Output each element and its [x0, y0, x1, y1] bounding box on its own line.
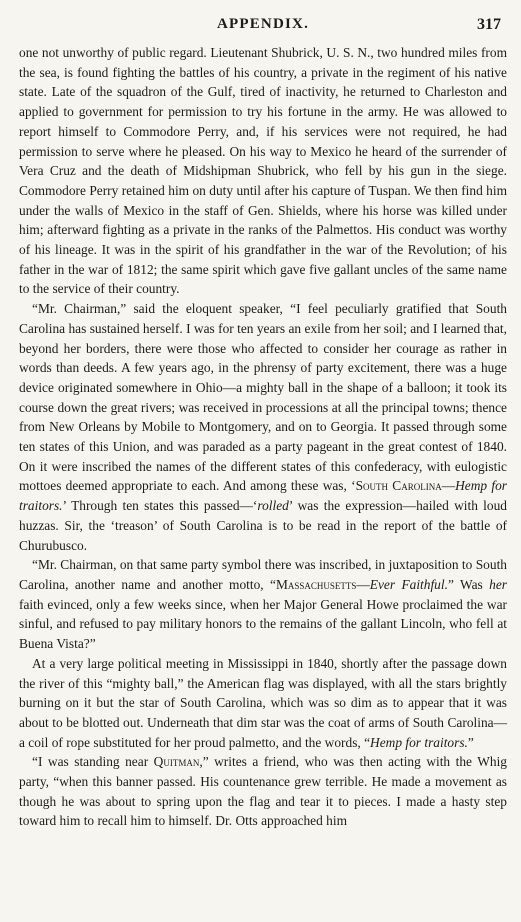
paragraph — [19, 752, 507, 831]
text-run: ,” writes a friend, who was then acting with the Whig party, “when this banner passed. His countenance grew terrible. He made a movement as though he was about to spring upon the flag and tear it to pieces. I made a hasty step toward him to recall him to himself. Dr. Otts approached him — [19, 754, 507, 829]
running-head: APPENDIX. — [216, 16, 310, 32]
text-run: faith evinced, only a few weeks since, when her Major General Howe proclaimed the war sinful, and refused to pay military honors to the remains of the gallant Lincoln, who fell at Buena Vista?” — [19, 596, 507, 652]
text-run: one not unworthy of public regard. Lieutenant Shubrick, U. S. N., two hundred miles from the sea, is found fighting the battles of his country, a private in the regiment of his native state. Late of the squadron of the Gulf, tired of inactivity, he returned to Charleston and applied to government for permission to try his fortune in the army. He was allowed to report himself to Commodore Perry, and, if his services were not required, he had permission to serve where he pleased. On his way to Mexico he heard of the surrender of Vera Cruz and the death of Midshipman Shubrick, who fell by his gun in the siege. Commodore Perry retained him on duty until after his capture of Tuspan. We then find him under the walls of Mexico in the staff of Gen. Shields, where his horse was killed under him; afterward fighting as a private in the ranks of the Palmettos. His conduct was worthy of his lineage. It was in the spirit of his grandfather in the war of the Revolution; of his father in the war of 1812; the same spirit which gave five gallant uncles of the same name to the service of their country. — [19, 45, 507, 297]
text-run: — — [441, 478, 456, 494]
small-caps-text: South Carolina — [355, 478, 442, 494]
italic-text: her — [489, 576, 508, 592]
small-caps-text: Massachusetts — [275, 576, 357, 592]
small-caps-text: Quitman — [153, 754, 200, 770]
text-run: ’ was the expression—hailed with loud huzzas. Sir, the ‘treason’ of South Carolina is to be read in the report of the battle of Churubusco. — [19, 498, 507, 553]
text-run: — — [356, 576, 370, 592]
text-run: ’ Through ten states this passed—‘ — [62, 498, 258, 514]
page-header — [19, 16, 507, 38]
italic-text: rolled — [257, 498, 289, 514]
text-run: At a very large political meeting in Mississippi in 1840, shortly after the passage down the river of this “mighty ball,” the American flag was displayed, with all the stars brightly burning on it but the star of South Carolina, which was so dim as to appear that it was about to be blotted out. Underneath that dim star was the coat of arms of South Carolina—a coil of rope substituted for her proud palmetto, and the words, “ — [19, 655, 507, 750]
paragraph — [19, 299, 507, 555]
italic-text: Ever Faithful. — [369, 576, 448, 592]
paragraph — [19, 555, 507, 654]
body-text — [19, 43, 507, 831]
paragraph — [19, 43, 507, 299]
text-run: “Mr. Chairman,” said the eloquent speaker, “I feel peculiarly gratified that South Carolina has sustained herself. I was for ten years an exile from her soil; and I learned that, beyond her borders, there were those who affected to consider her courage as rather in words than deeds. A few years ago, in the phrensy of party excitement, there was a huge device originated somewhere in Ohio—a mighty ball in the shape of a balloon; it took its course down the great rivers; was received in processions at all the principal towns; thence from New Orleans by Mobile to Montgomery, and on to Georgia. It passed through some ten states of this Union, and was paraded as a party pageant in the great contest of 1840. On it were inscribed the names of the different states of this confederacy, with eulogistic mottoes deemed appropriate to each. And among these was, ‘ — [19, 301, 507, 494]
page-number: 317 — [477, 16, 501, 33]
text-run: ” Was — [447, 576, 490, 592]
text-run: “I was standing near — [32, 754, 154, 770]
italic-text: Hemp for traitors. — [370, 734, 468, 750]
text-run: ” — [467, 734, 474, 750]
italic-text: Hemp for traitors. — [19, 478, 507, 514]
text-run: “Mr. Chairman, on that same party symbol there was inscribed, in juxtaposition to South Carolina, another name and another motto, “ — [19, 557, 507, 592]
paragraph — [19, 654, 507, 753]
